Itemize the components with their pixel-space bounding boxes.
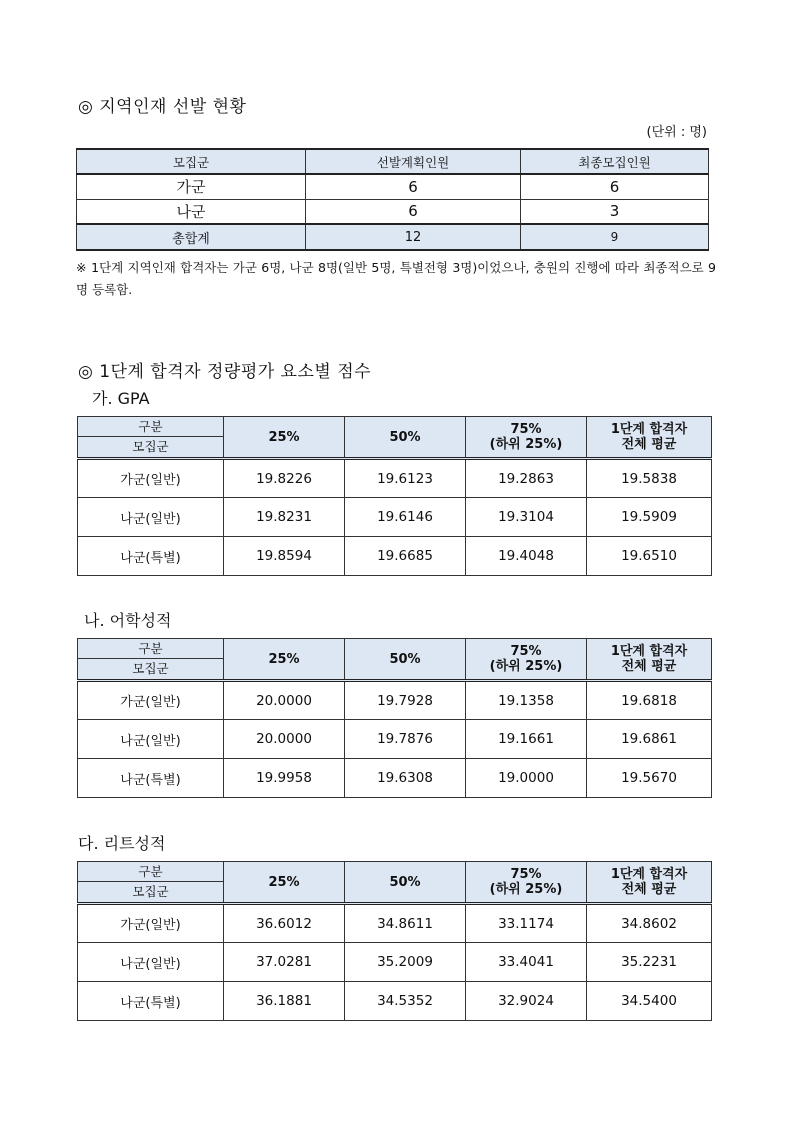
table-cell: 19.6146	[345, 498, 466, 537]
header-75-line2: (하위 25%)	[489, 437, 563, 452]
header-75-line1: 75%	[510, 644, 542, 659]
header-group-label: 모집군	[132, 439, 169, 454]
table-cell: 나군	[77, 199, 306, 224]
table-cell: 19.7876	[345, 720, 466, 759]
table-cell: 19.8231	[224, 498, 345, 537]
header-50: 50%	[345, 417, 466, 459]
header-25: 25%	[224, 639, 345, 681]
table-cell: 19.3104	[466, 498, 587, 537]
table-cell: 19.6123	[345, 459, 466, 498]
table-cell: 19.7928	[345, 681, 466, 720]
table-cell: 35.2009	[345, 943, 466, 982]
table-row	[78, 720, 712, 759]
header-25: 25%	[224, 417, 345, 459]
table-header-row	[77, 149, 709, 174]
header-cell: 최종모집인원	[521, 149, 709, 174]
header-75	[466, 417, 587, 459]
table-header-row	[78, 862, 712, 904]
table-title-gpa: 가. GPA	[92, 389, 150, 408]
language-score-table	[77, 638, 712, 798]
table-header-row	[78, 639, 712, 681]
table-title-language: 나. 어학성적	[84, 611, 172, 630]
table-cell: 36.6012	[224, 904, 345, 943]
header-75	[466, 639, 587, 681]
table-cell: 19.4048	[466, 537, 587, 576]
table-title-leet: 다. 리트성적	[78, 834, 166, 853]
row-label: 나군(특별)	[78, 537, 224, 576]
header-75-line1: 75%	[510, 422, 542, 437]
table-row	[78, 498, 712, 537]
table-cell: 19.5670	[587, 759, 712, 798]
header-category-label: 구분	[78, 639, 223, 659]
table-cell: 19.5838	[587, 459, 712, 498]
row-label: 가군(일반)	[78, 681, 224, 720]
table-cell: 19.1661	[466, 720, 587, 759]
header-75-line1: 75%	[510, 867, 542, 882]
split-header-cell	[78, 639, 224, 681]
total-label: 총합계	[77, 224, 306, 250]
unit-label: (단위 : 명)	[646, 125, 707, 140]
header-50: 50%	[345, 862, 466, 904]
header-average-line1: 1단계 합격자	[610, 867, 688, 882]
table-cell: 19.6861	[587, 720, 712, 759]
table-row	[78, 943, 712, 982]
row-label: 나군(일반)	[78, 943, 224, 982]
table-cell: 19.0000	[466, 759, 587, 798]
header-average	[587, 639, 712, 681]
table-cell: 20.0000	[224, 720, 345, 759]
header-25: 25%	[224, 862, 345, 904]
row-label: 가군(일반)	[78, 459, 224, 498]
table-total-row	[77, 224, 709, 250]
table-cell: 36.1881	[224, 982, 345, 1021]
row-label: 나군(특별)	[78, 982, 224, 1021]
header-75	[466, 862, 587, 904]
table-row	[78, 681, 712, 720]
table-cell: 34.5400	[587, 982, 712, 1021]
header-cell: 선발계획인원	[306, 149, 521, 174]
split-header-cell	[78, 417, 224, 459]
table-cell: 6	[306, 199, 521, 224]
table-cell: 37.0281	[224, 943, 345, 982]
header-average-line1: 1단계 합격자	[610, 422, 688, 437]
total-cell: 12	[306, 224, 521, 250]
table-cell: 34.5352	[345, 982, 466, 1021]
header-average-line2: 전체 평균	[621, 437, 677, 452]
row-label: 나군(일반)	[78, 498, 224, 537]
split-header-cell	[78, 862, 224, 904]
table-row	[77, 199, 709, 224]
selection-status-table	[76, 148, 709, 251]
table-row	[77, 174, 709, 199]
table-row	[78, 904, 712, 943]
header-average	[587, 862, 712, 904]
row-label: 가군(일반)	[78, 904, 224, 943]
header-75-line2: (하위 25%)	[489, 659, 563, 674]
leet-score-table	[77, 861, 712, 1021]
header-average-line1: 1단계 합격자	[610, 644, 688, 659]
table-row	[78, 459, 712, 498]
header-group-label: 모집군	[132, 884, 169, 899]
table-cell: 34.8602	[587, 904, 712, 943]
table-cell: 가군	[77, 174, 306, 199]
table-cell: 19.5909	[587, 498, 712, 537]
table-cell: 6	[306, 174, 521, 199]
table-cell: 35.2231	[587, 943, 712, 982]
table-row	[78, 759, 712, 798]
table-cell: 34.8611	[345, 904, 466, 943]
header-average	[587, 417, 712, 459]
header-75-line2: (하위 25%)	[489, 882, 563, 897]
table-row	[78, 982, 712, 1021]
section-title-scores: ◎ 1단계 합격자 정량평가 요소별 점수	[78, 362, 372, 382]
table-cell: 6	[521, 174, 709, 199]
table-cell: 20.0000	[224, 681, 345, 720]
header-average-line2: 전체 평균	[621, 882, 677, 897]
table-cell: 3	[521, 199, 709, 224]
header-category-label: 구분	[78, 862, 223, 882]
header-category-label: 구분	[78, 417, 223, 437]
section-title-selection-status: ◎ 지역인재 선발 현황	[78, 97, 247, 117]
row-label: 나군(특별)	[78, 759, 224, 798]
table-cell: 33.1174	[466, 904, 587, 943]
header-group-label: 모집군	[132, 661, 169, 676]
table-cell: 19.6685	[345, 537, 466, 576]
footnote: ※ 1단계 지역인재 합격자는 가군 6명, 나군 8명(일반 5명, 특별전형 3명)이었으나, 충원의 진행에 따라 최종적으로 9명 등록함.	[76, 260, 716, 297]
table-cell: 19.6510	[587, 537, 712, 576]
table-cell: 19.6308	[345, 759, 466, 798]
gpa-score-table	[77, 416, 712, 576]
header-average-line2: 전체 평균	[621, 659, 677, 674]
header-50: 50%	[345, 639, 466, 681]
total-cell: 9	[521, 224, 709, 250]
table-cell: 19.8226	[224, 459, 345, 498]
table-cell: 32.9024	[466, 982, 587, 1021]
table-header-row	[78, 417, 712, 459]
header-cell: 모집군	[77, 149, 306, 174]
table-cell: 19.9958	[224, 759, 345, 798]
table-cell: 33.4041	[466, 943, 587, 982]
table-row	[78, 537, 712, 576]
table-cell: 19.2863	[466, 459, 587, 498]
table-cell: 19.8594	[224, 537, 345, 576]
row-label: 나군(일반)	[78, 720, 224, 759]
table-cell: 19.1358	[466, 681, 587, 720]
table-cell: 19.6818	[587, 681, 712, 720]
